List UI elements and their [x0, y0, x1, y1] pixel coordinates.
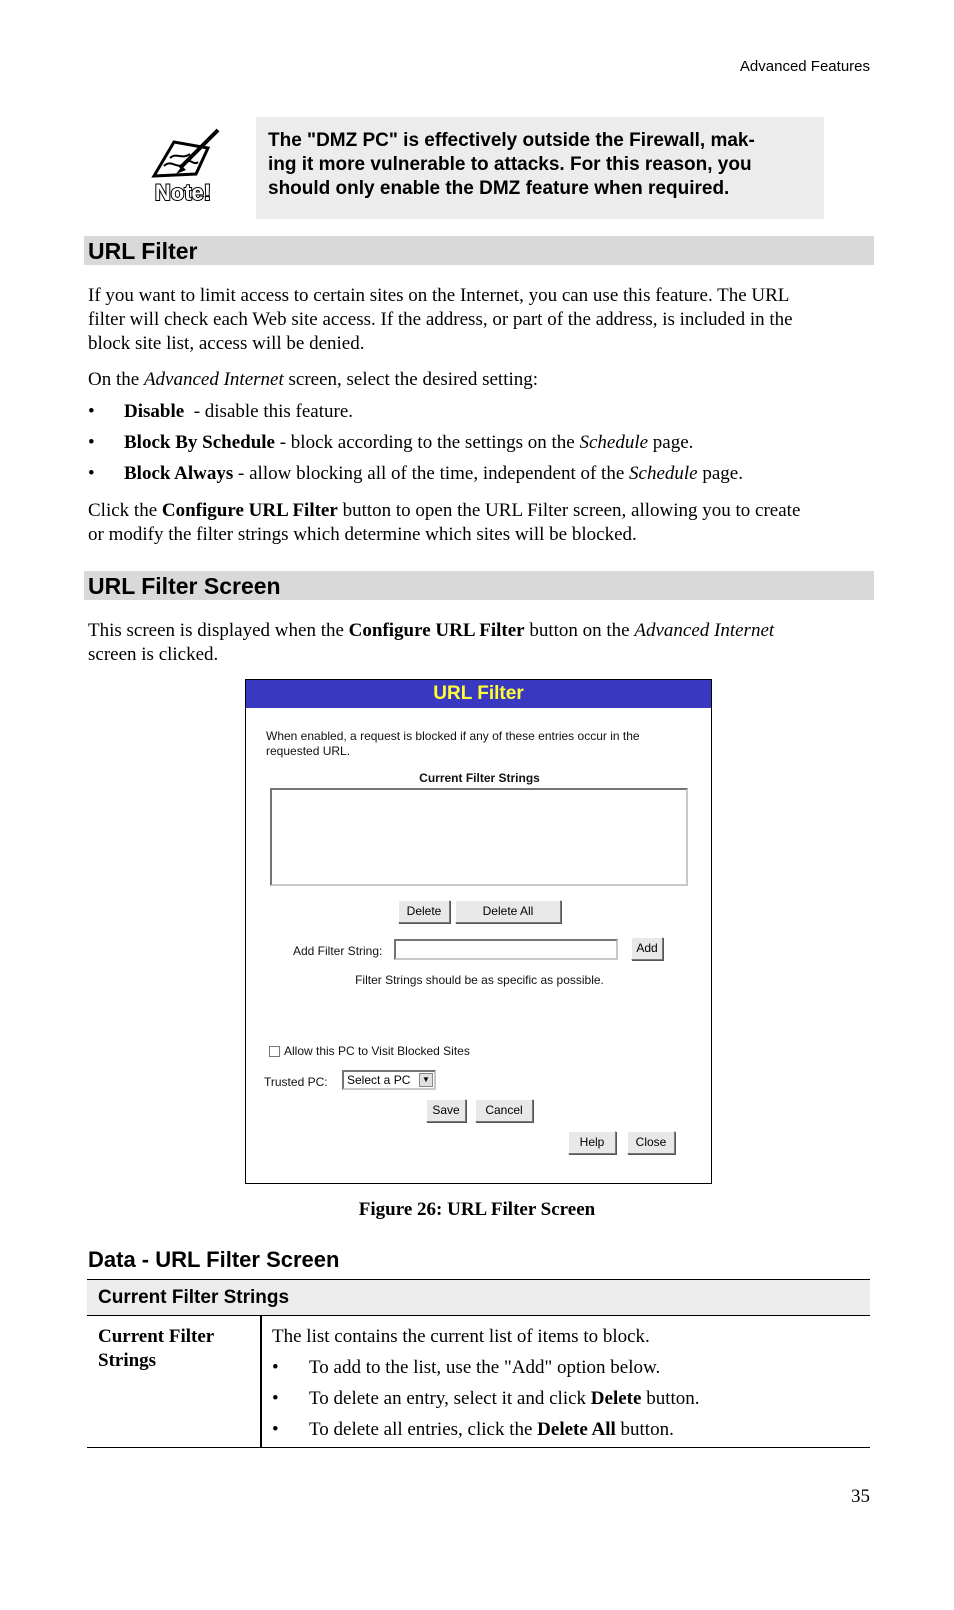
- save-button[interactable]: Save: [426, 1099, 466, 1122]
- add-filter-string-input[interactable]: [394, 939, 618, 960]
- filter-hint: Filter Strings should be as specific as possible.: [355, 973, 604, 987]
- text-run: - disable this feature.: [184, 401, 354, 422]
- table-cell-intro: The list contains the current list of items to block.: [272, 1326, 650, 1347]
- note-line: should only enable the DMZ feature when required.: [268, 178, 730, 199]
- bullet-term: Block Always: [124, 463, 234, 484]
- section-title: URL Filter Screen: [88, 573, 281, 599]
- text-run: - allow blocking all of the time, independent of the: [233, 463, 630, 484]
- paragraph-line: If you want to limit access to certain sites on the Internet, you can use this feature. The URL: [88, 285, 790, 306]
- dialog-title: URL Filter: [246, 680, 711, 708]
- add-filter-label: Add Filter String:: [293, 944, 383, 958]
- bullet-icon: •: [88, 432, 95, 453]
- text-run: button.: [615, 1419, 674, 1440]
- text-run-bold: Configure URL Filter: [348, 620, 525, 641]
- delete-all-button[interactable]: Delete All: [455, 900, 561, 923]
- text-run: - block according to the settings on the: [274, 432, 580, 453]
- text-run-italic: Advanced Internet: [143, 369, 284, 390]
- column-divider: [260, 1316, 262, 1448]
- text-run: screen, select the desired setting:: [283, 369, 539, 390]
- section-title: URL Filter: [88, 238, 198, 264]
- bullet-icon: •: [272, 1419, 279, 1440]
- bullet-icon: •: [272, 1357, 279, 1378]
- section-heading-url-filter-screen: [84, 571, 874, 600]
- text-run: To delete an entry, select it and click: [309, 1388, 591, 1409]
- row-label-line: Strings: [98, 1350, 157, 1371]
- dialog-description: [266, 729, 686, 759]
- note-line: The "DMZ PC" is effectively outside the Firewall, mak-: [268, 130, 755, 151]
- text-run: page.: [648, 432, 694, 453]
- text-run-italic: Schedule: [629, 463, 698, 484]
- allow-pc-checkbox[interactable]: [269, 1046, 280, 1057]
- cancel-button[interactable]: Cancel: [475, 1099, 533, 1122]
- text-run: button to open the URL Filter screen, allowing you to create: [337, 500, 801, 521]
- paragraph-line: filter will check each Web site access. If the address, or part of the address, is included in the: [88, 309, 793, 330]
- configure-paragraph: [88, 499, 870, 547]
- intro-paragraph: [88, 284, 870, 356]
- text-run: This screen is displayed when the: [88, 620, 349, 641]
- table-row-label: [98, 1325, 258, 1373]
- table-header-label: Current Filter Strings: [98, 1287, 290, 1308]
- bullet-term: Block By Schedule: [124, 432, 275, 453]
- figure-caption: Figure 26: URL Filter Screen: [358, 1199, 596, 1220]
- trusted-pc-selected: Select a PC: [347, 1073, 411, 1087]
- text-run-bold: Delete: [590, 1388, 642, 1409]
- paragraph-line: [88, 499, 870, 523]
- note-pen-icon: [146, 128, 220, 206]
- bullet-icon: •: [88, 401, 95, 422]
- allow-pc-label: Allow this PC to Visit Blocked Sites: [284, 1044, 470, 1058]
- text-run: button.: [641, 1388, 700, 1409]
- section-heading-url-filter: [84, 236, 874, 265]
- note-label: Note!: [154, 180, 212, 205]
- trusted-pc-label: Trusted PC:: [264, 1075, 328, 1089]
- paragraph-line: [88, 619, 870, 643]
- text-run-italic: Advanced Internet: [634, 620, 775, 641]
- help-button[interactable]: Help: [568, 1131, 616, 1154]
- table-bottom-rule: [87, 1447, 870, 1448]
- text-run-bold: Delete All: [537, 1419, 616, 1440]
- text-run: On the: [88, 369, 144, 390]
- paragraph-line: block site list, access will be denied.: [88, 333, 365, 354]
- bullet-text: [309, 1356, 660, 1380]
- table-header: [87, 1279, 870, 1316]
- description-line: requested URL.: [266, 744, 351, 758]
- note-text: [268, 129, 810, 201]
- filter-strings-listbox[interactable]: [270, 788, 688, 886]
- data-table: [87, 1279, 870, 1448]
- bullet-text: [309, 1418, 674, 1442]
- close-button[interactable]: Close: [627, 1131, 675, 1154]
- page-number: 35: [851, 1486, 870, 1507]
- paragraph-line: or modify the filter strings which determine which sites will be blocked.: [88, 524, 637, 545]
- text-run: page.: [697, 463, 743, 484]
- add-button[interactable]: Add: [631, 937, 663, 960]
- dropdown-arrow-icon[interactable]: ▼: [419, 1073, 433, 1087]
- bullet-text: [124, 400, 353, 424]
- paragraph-line: screen is clicked.: [88, 644, 219, 665]
- text-run-italic: Schedule: [579, 432, 649, 453]
- bullet-text: [124, 462, 743, 486]
- description-line: When enabled, a request is blocked if any of these entries occur in the: [266, 729, 640, 743]
- text-run: Click the: [88, 500, 162, 521]
- row-label-line: Current Filter: [98, 1326, 215, 1347]
- text-run: To add to the list, use the "Add" option below.: [309, 1357, 661, 1378]
- text-run: To delete all entries, click the: [309, 1419, 538, 1440]
- list-label: Current Filter Strings: [419, 771, 540, 785]
- bullet-icon: •: [88, 463, 95, 484]
- bullet-icon: •: [272, 1388, 279, 1409]
- text-run-bold: Configure URL Filter: [161, 500, 338, 521]
- bullet-term: Disable: [124, 401, 185, 422]
- trusted-pc-select[interactable]: [342, 1070, 436, 1090]
- note-line: ing it more vulnerable to attacks. For this reason, you: [268, 154, 752, 175]
- bullet-text: [124, 431, 693, 455]
- url-filter-screenshot: [245, 679, 712, 1184]
- bullet-text: [309, 1387, 700, 1411]
- data-heading: Data - URL Filter Screen: [88, 1247, 340, 1272]
- text-run: button on the: [524, 620, 635, 641]
- settings-intro: [88, 368, 870, 392]
- note-box: [256, 117, 824, 219]
- delete-button[interactable]: Delete: [398, 900, 450, 923]
- screen-paragraph: [88, 619, 870, 667]
- running-head: Advanced Features: [739, 58, 870, 75]
